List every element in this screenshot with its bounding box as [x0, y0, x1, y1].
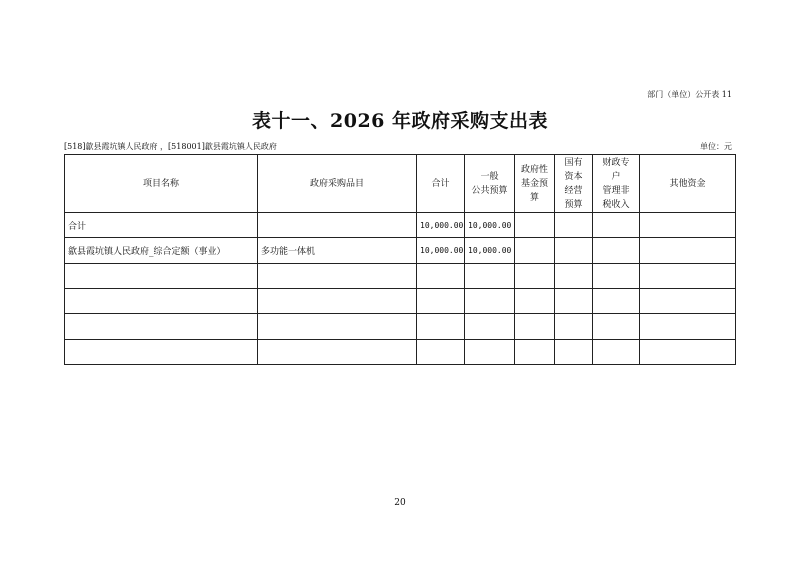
- col-header-other-funds: 其他资金: [640, 155, 736, 213]
- table-cell: [640, 339, 736, 364]
- table-cell: [593, 263, 640, 288]
- table-cell: [258, 314, 417, 339]
- form-number: 部门（单位）公开表 11: [647, 90, 732, 99]
- table-cell: [515, 238, 555, 263]
- table-cell: 10,000.00: [417, 213, 465, 238]
- table-cell: 合计: [65, 213, 258, 238]
- col-header-procurement-item: 政府采购品目: [258, 155, 417, 213]
- table-cell: [417, 263, 465, 288]
- col-header-total: 合计: [417, 155, 465, 213]
- table-cell: [593, 314, 640, 339]
- table-cell: [515, 213, 555, 238]
- table-cell: [555, 238, 593, 263]
- table-cell: 10,000.00: [465, 213, 515, 238]
- table-cell: [593, 238, 640, 263]
- table-cell: [417, 314, 465, 339]
- col-header-general-budget: 一般 公共预算: [465, 155, 515, 213]
- table-row: [65, 263, 736, 288]
- page-title: 表十一、2026 年政府采购支出表: [252, 110, 548, 132]
- table-cell: [258, 288, 417, 313]
- col-header-project-name: 项目名称: [65, 155, 258, 213]
- table-cell: [640, 314, 736, 339]
- table-cell: [65, 339, 258, 364]
- table-cell: [555, 314, 593, 339]
- table-cell: 10,000.00: [465, 238, 515, 263]
- table-row: [65, 288, 736, 313]
- page-number: 20: [394, 498, 406, 508]
- table-cell: [515, 263, 555, 288]
- table-cell: [515, 288, 555, 313]
- table-cell: [65, 314, 258, 339]
- table-cell: [640, 238, 736, 263]
- table-row: [65, 314, 736, 339]
- table-cell: [417, 288, 465, 313]
- table-cell: [465, 314, 515, 339]
- table-cell: [555, 288, 593, 313]
- table-cell: [417, 339, 465, 364]
- table-row: [65, 238, 736, 263]
- table-cell: [555, 263, 593, 288]
- table-cell: [465, 263, 515, 288]
- table-cell: 歙县霞坑镇人民政府_综合定额（事业）: [65, 238, 258, 263]
- organization-label: [518]歙县霞坑镇人民政府 ，[518001]歙县霞坑镇人民政府: [64, 142, 277, 151]
- table-cell: [258, 339, 417, 364]
- table-cell: [593, 213, 640, 238]
- table-cell: [465, 288, 515, 313]
- table-cell: [465, 339, 515, 364]
- table-cell: 10,000.00: [417, 238, 465, 263]
- table-row: [65, 339, 736, 364]
- col-header-gov-fund-budget: 政府性 基金预 算: [515, 155, 555, 213]
- table-cell: [640, 288, 736, 313]
- table-cell: 多功能一体机: [258, 238, 417, 263]
- col-header-special-account-income: 财政专 户 管理非 税收入: [593, 155, 640, 213]
- table-cell: [65, 288, 258, 313]
- col-header-state-capital-budget: 国有 资本 经营 预算: [555, 155, 593, 213]
- table-cell: [258, 213, 417, 238]
- unit-label: 单位：元: [700, 142, 732, 151]
- table-cell: [593, 288, 640, 313]
- table-cell: [515, 339, 555, 364]
- table-row: [65, 213, 736, 238]
- table-cell: [593, 339, 640, 364]
- table-header-row: [65, 155, 736, 213]
- table-cell: [640, 263, 736, 288]
- table-cell: [555, 339, 593, 364]
- table-cell: [640, 213, 736, 238]
- table-cell: [555, 213, 593, 238]
- table-cell: [65, 263, 258, 288]
- table-cell: [258, 263, 417, 288]
- procurement-table: [64, 154, 736, 365]
- table-cell: [515, 314, 555, 339]
